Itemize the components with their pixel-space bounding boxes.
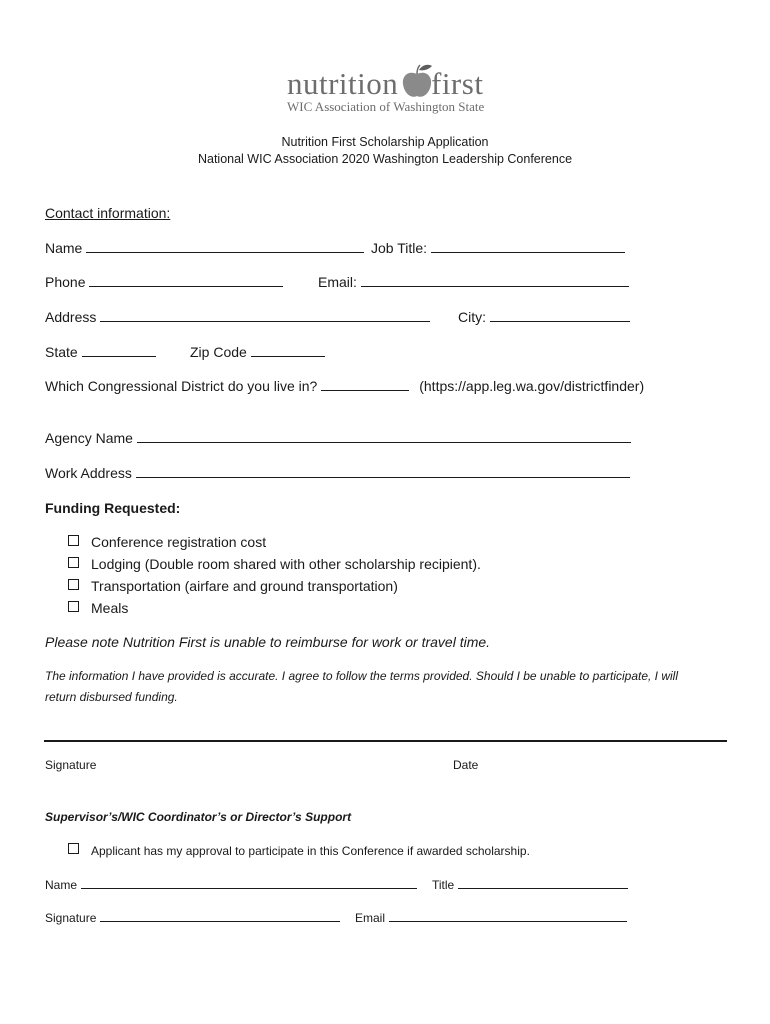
checkbox[interactable]: [68, 579, 79, 590]
funding-option[interactable]: [68, 534, 266, 550]
funding-option-label: Lodging (Double room shared with other scholarship recipient).: [91, 556, 481, 572]
supervisor-signature-row: [45, 909, 340, 925]
district-row: [45, 378, 644, 394]
checkbox[interactable]: [68, 601, 79, 612]
reimburse-note: Please note Nutrition First is unable to reimburse for work or travel time.: [45, 634, 491, 650]
state-label: State: [45, 344, 78, 360]
supervisor-signature-label: Signature: [45, 911, 97, 925]
supervisor-email-field[interactable]: [389, 909, 627, 922]
name-row: [45, 240, 364, 256]
district-field[interactable]: [321, 378, 409, 391]
agency-row: [45, 430, 631, 446]
work-address-row: [45, 465, 630, 481]
supervisor-approval-label: Applicant has my approval to participate in this Conference if awarded scholarship.: [91, 844, 530, 858]
funding-option-label: Conference registration cost: [91, 534, 267, 550]
address-row: [45, 309, 430, 325]
zip-label: Zip Code: [190, 344, 247, 360]
city-row: [458, 309, 630, 325]
supervisor-name-label: Name: [45, 878, 78, 892]
checkbox[interactable]: [68, 843, 79, 854]
zip-field[interactable]: [251, 344, 325, 357]
supervisor-title-label: Title: [432, 878, 455, 892]
funding-option-label: Meals: [91, 600, 129, 616]
name-label: Name: [45, 240, 83, 256]
address-label: Address: [45, 309, 97, 325]
name-field[interactable]: [86, 240, 364, 253]
work-address-field[interactable]: [136, 465, 630, 478]
supervisor-email-label: Email: [355, 911, 386, 925]
job-title-label: Job Title:: [371, 240, 428, 256]
supervisor-approval[interactable]: [68, 843, 530, 858]
work-address-label: Work Address: [45, 465, 132, 481]
state-row: [45, 344, 156, 360]
funding-option[interactable]: [68, 556, 481, 572]
email-label: Email:: [318, 274, 357, 290]
funding-option[interactable]: [68, 578, 398, 594]
district-finder-link[interactable]: (https://app.leg.wa.gov/districtfinder): [419, 378, 645, 394]
signature-label: Signature: [45, 758, 97, 772]
agency-field[interactable]: [137, 430, 631, 443]
supervisor-email-row: [355, 909, 627, 925]
applicant-signature-line[interactable]: [44, 740, 727, 742]
email-field[interactable]: [361, 274, 629, 287]
phone-label: Phone: [45, 274, 86, 290]
supervisor-name-field[interactable]: [81, 876, 417, 889]
district-label: Which Congressional District do you live in?: [45, 378, 318, 394]
supervisor-name-row: [45, 876, 417, 892]
checkbox[interactable]: [68, 557, 79, 568]
logo-title-right: first: [431, 66, 484, 101]
state-field[interactable]: [82, 344, 156, 357]
attestation-line2: return disbursed funding.: [45, 690, 178, 704]
address-field[interactable]: [100, 309, 430, 322]
agency-label: Agency Name: [45, 430, 133, 446]
phone-field[interactable]: [89, 274, 283, 287]
zip-row: [190, 344, 325, 360]
city-label: City:: [458, 309, 486, 325]
form-title: Nutrition First Scholarship Application: [281, 135, 489, 149]
funding-option[interactable]: [68, 600, 128, 616]
supervisor-title-field[interactable]: [458, 876, 628, 889]
supervisor-heading: Supervisor’s/WIC Coordinator’s or Director’s Support: [45, 810, 352, 824]
date-label: Date: [453, 758, 479, 772]
email-row: [318, 274, 629, 290]
city-field[interactable]: [490, 309, 630, 322]
supervisor-title-row: [432, 876, 628, 892]
attestation-line1: The information I have provided is accurate. I agree to follow the terms provided. Should I be unable to participate, I will: [45, 669, 679, 683]
phone-row: [45, 274, 283, 290]
job-title-field[interactable]: [431, 240, 625, 253]
job-title-row: [371, 240, 625, 256]
funding-option-label: Transportation (airfare and ground transportation): [91, 578, 398, 594]
conference-title: National WIC Association 2020 Washington Leadership Conference: [197, 152, 573, 166]
checkbox[interactable]: [68, 535, 79, 546]
logo-title-left: nutrition: [287, 66, 399, 101]
contact-heading: Contact information:: [45, 205, 171, 221]
supervisor-signature-field[interactable]: [100, 909, 340, 922]
funding-heading: Funding Requested:: [45, 500, 181, 516]
logo-subtitle: WIC Association of Washington State: [287, 99, 485, 114]
